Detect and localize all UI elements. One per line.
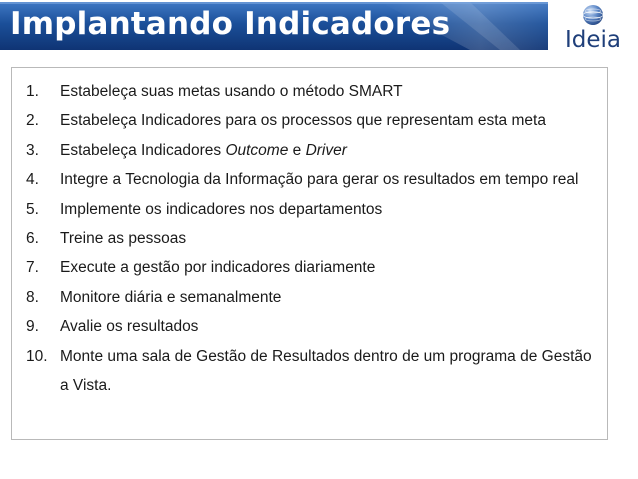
list-item-number: 5.	[26, 200, 39, 218]
list-item-number: 4.	[26, 171, 39, 189]
list-item-number: 9.	[26, 318, 39, 336]
list-item-text: Avalie os resultados	[60, 318, 199, 336]
list-item	[12, 106, 609, 135]
list-item-emphasis: Outcome	[225, 141, 289, 159]
list-item-text: Integre a Tecnologia da Informação para gerar os resultados em tempo real	[60, 171, 579, 189]
list-item	[12, 77, 609, 106]
list-item-number: 2.	[26, 112, 39, 130]
content-box	[11, 67, 608, 440]
ideia-logo	[552, 4, 634, 56]
list-item	[12, 224, 609, 253]
list-item-emphasis: Driver	[305, 141, 347, 159]
list-item-text: Monitore diária e semanalmente	[60, 288, 282, 306]
list-item	[12, 342, 609, 401]
list-item	[12, 253, 609, 282]
list-item	[12, 165, 609, 194]
steps-list	[12, 77, 609, 400]
list-item-text: Estabeleça Indicadores para os processos que representam esta meta	[60, 112, 546, 130]
slide-header	[0, 0, 638, 62]
globe-icon	[582, 4, 604, 26]
list-item-number: 7.	[26, 259, 39, 277]
list-item-text: Execute a gestão por indicadores diariamente	[60, 259, 376, 277]
list-item-text: Estabeleça Indicadores	[60, 141, 226, 159]
list-item	[12, 195, 609, 224]
title-banner	[0, 2, 548, 50]
list-item	[12, 312, 609, 341]
list-item-number: 8.	[26, 288, 39, 306]
slide-title: Implantando Indicadores	[10, 6, 451, 42]
list-item-text: Implemente os indicadores nos departamentos	[60, 200, 383, 218]
list-item	[12, 136, 609, 165]
list-item-number: 3.	[26, 141, 39, 159]
list-item-number: 10.	[26, 347, 48, 365]
list-item-text: Monte uma sala de Gestão de Resultados dentro de um programa de Gestão a Vista.	[60, 347, 592, 395]
list-item-number: 6.	[26, 230, 39, 248]
list-item-text: Estabeleça suas metas usando o método SMART	[60, 83, 403, 100]
list-item-text: Treine as pessoas	[60, 230, 187, 248]
list-item	[12, 283, 609, 312]
logo-text: Ideia	[564, 27, 622, 53]
list-item-text: e	[288, 141, 306, 159]
list-item-number: 1.	[26, 83, 39, 100]
